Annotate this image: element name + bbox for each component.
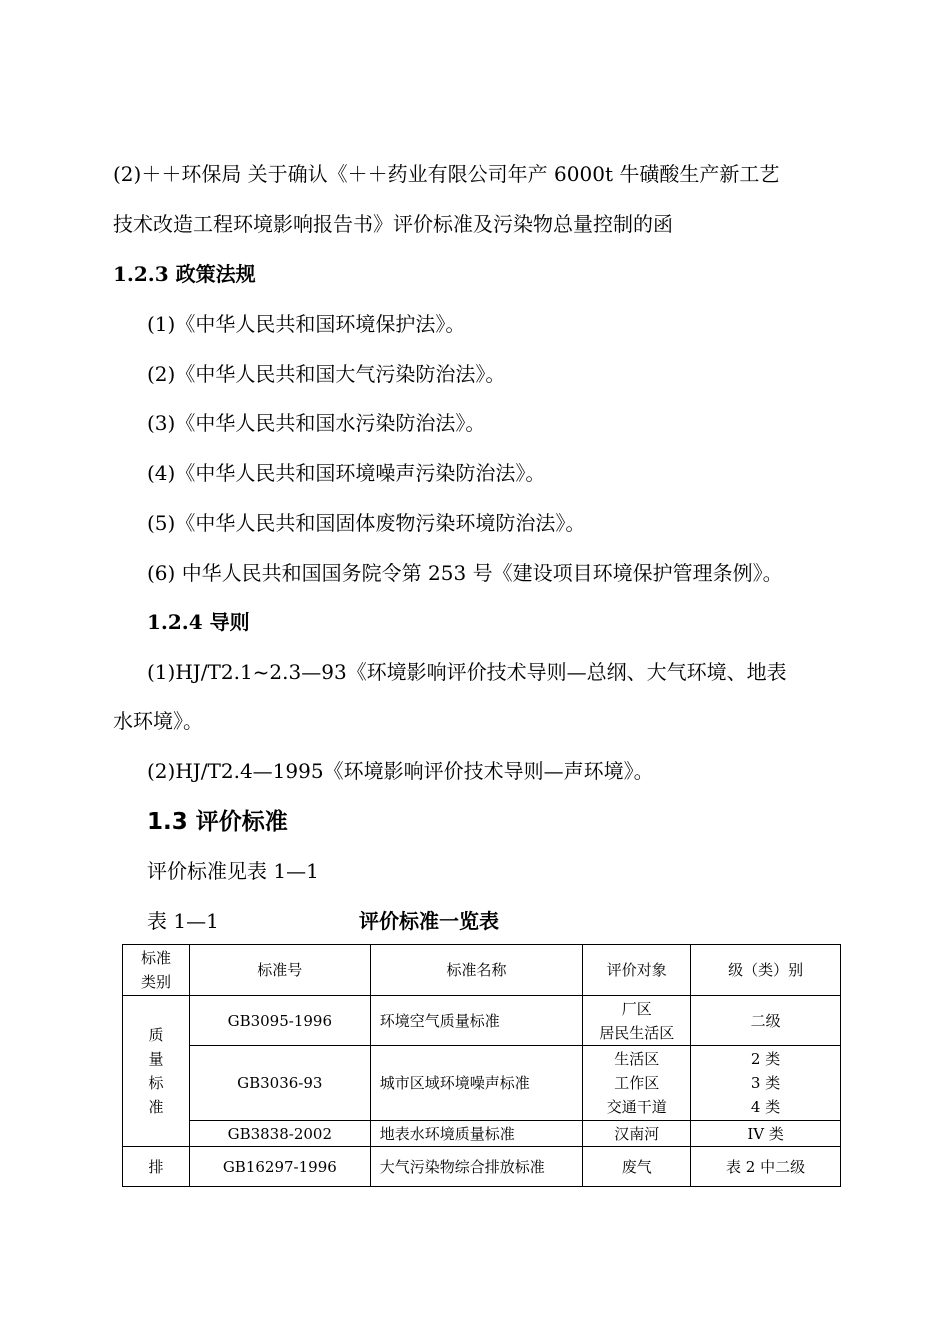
standard-code: GB16297-1996 [189,1147,370,1187]
standard-code: GB3838-2002 [189,1121,370,1147]
section-heading-standards: 1.3 评价标准 [147,809,288,835]
standard-level: 表 2 中二级 [691,1147,841,1187]
standard-name: 城市区域环境噪声标准 [370,1046,583,1121]
category-char: 标 [148,1074,164,1092]
category-char: 量 [148,1050,164,1068]
target-line: 工作区 [614,1074,660,1092]
table-title: 评价标准一览表 [359,909,499,933]
guideline-item-1-line2: 水环境》。 [113,709,203,733]
evaluation-target: 废气 [583,1147,691,1187]
paragraph-reference-line2: 技术改造工程环境影响报告书》评价标准及污染物总量控制的函 [113,212,673,236]
evaluation-target [583,1046,691,1121]
guideline-item-1-line1: (1)HJ/T2.1~2.3—93《环境影响评价技术导则—总纲、大气环境、地表 [147,660,787,684]
law-item-3: (3)《中华人民共和国水污染防治法》。 [147,411,486,435]
law-item-5: (5)《中华人民共和国固体废物污染环境防治法》。 [147,511,586,535]
standard-name: 大气污染物综合排放标准 [370,1147,583,1187]
level-line: 4 类 [750,1098,781,1116]
standards-table [122,944,841,1187]
category-char: 准 [148,1098,164,1116]
header-name: 标准名称 [370,945,583,996]
header-target: 评价对象 [583,945,691,996]
standard-name: 地表水环境质量标准 [370,1121,583,1147]
table-row [123,1147,841,1187]
level-line: 3 类 [750,1074,781,1092]
header-category-line1: 标准 [140,949,171,967]
target-line: 交通干道 [606,1098,667,1116]
header-code: 标准号 [189,945,370,996]
header-category [123,945,190,996]
section-heading-policy: 1.2.3 政策法规 [113,262,256,286]
standard-level [691,1046,841,1121]
paragraph-reference-line1: (2)＋＋环保局 关于确认《＋＋药业有限公司年产 6000t 牛磺酸生产新工艺 [113,162,780,186]
target-line: 居民生活区 [599,1023,675,1042]
table-header-row [123,945,841,996]
table-row [123,1121,841,1147]
standard-level: IV 类 [691,1121,841,1147]
standard-level: 二级 [691,996,841,1046]
category-char: 质 [148,1026,164,1044]
category-emission: 排 [123,1147,190,1187]
law-item-6: (6) 中华人民共和国国务院令第 253 号《建设项目环境保护管理条例》。 [147,561,783,585]
header-level: 级（类）别 [691,945,841,996]
standard-name: 环境空气质量标准 [370,996,583,1046]
evaluation-target: 汉南河 [583,1121,691,1147]
section-heading-guidelines: 1.2.4 导则 [147,610,250,634]
table-row [123,996,841,1046]
law-item-2: (2)《中华人民共和国大气污染防治法》。 [147,362,506,386]
evaluation-target [583,996,691,1046]
law-item-1: (1)《中华人民共和国环境保护法》。 [147,312,466,336]
category-quality [123,996,190,1147]
standards-intro: 评价标准见表 1—1 [147,859,319,883]
law-item-4: (4)《中华人民共和国环境噪声污染防治法》。 [147,461,546,485]
table-row [123,1046,841,1121]
header-category-line2: 类别 [140,973,171,991]
standard-code: GB3036-93 [189,1046,370,1121]
guideline-item-2: (2)HJ/T2.4—1995《环境影响评价技术导则—声环境》。 [147,759,654,783]
level-line: 2 类 [750,1050,781,1068]
standard-code: GB3095-1996 [189,996,370,1046]
target-line: 厂区 [621,999,652,1018]
target-line: 生活区 [614,1050,660,1068]
table-number: 表 1—1 [147,909,219,933]
